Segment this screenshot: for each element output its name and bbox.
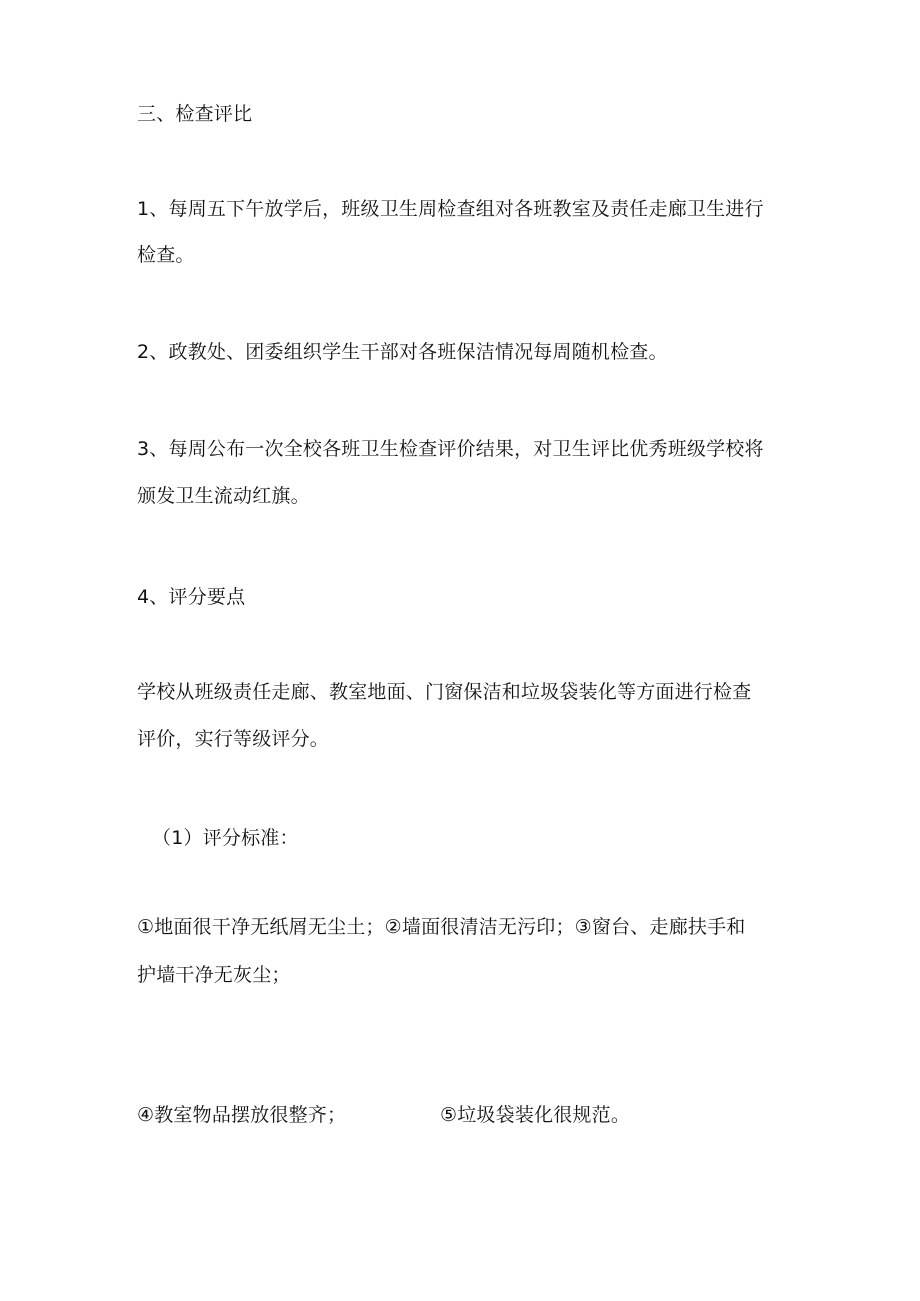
item-3-line-1: 3、每周公布一次全校各班卫生检查评价结果，对卫生评比优秀班级学校将 (137, 438, 764, 460)
criteria-line-3-part-1: ④教室物品摆放很整齐； (137, 1104, 347, 1126)
section-heading: 三、检查评比 (137, 103, 253, 125)
criteria-heading: （1）评分标准： (152, 827, 299, 849)
item-3-line-2: 颁发卫生流动红旗。 (137, 485, 310, 507)
criteria-line-2: 护墙干净无灰尘； (137, 964, 291, 986)
paragraph-line-2: 评价，实行等级评分。 (137, 728, 330, 750)
criteria-line-1: ①地面很干净无纸屑无尘土；②墙面很清洁无污印；③窗台、走廊扶手和 (137, 916, 746, 938)
paragraph-line-1: 学校从班级责任走廊、教室地面、门窗保洁和垃圾袋装化等方面进行检查 (137, 681, 752, 703)
item-1-line-1: 1、每周五下午放学后，班级卫生周检查组对各班教室及责任走廊卫生进行 (137, 198, 764, 220)
item-2-line-1: 2、政教处、团委组织学生干部对各班保洁情况每周随机检查。 (137, 341, 668, 363)
item-1-line-2: 检查。 (137, 244, 195, 266)
item-4-line-1: 4、评分要点 (137, 586, 246, 608)
criteria-line-3-part-2: ⑤垃圾袋装化很规范。 (440, 1104, 631, 1126)
